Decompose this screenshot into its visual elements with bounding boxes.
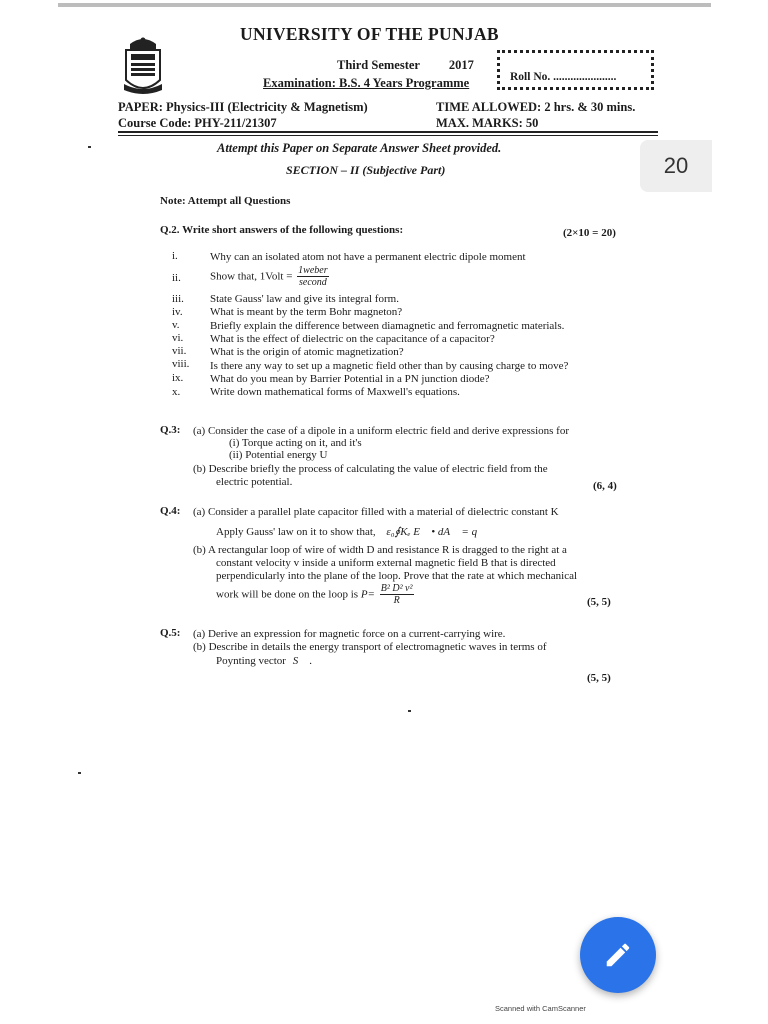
q2-item-num: i. (172, 250, 178, 262)
q5-part-a: (a) Derive an expression for magnetic force on a current-carrying wire. (193, 628, 506, 640)
q4-part-b: (b) A rectangular loop of wire of width D and resistance R is dragged to the right at a (193, 544, 567, 556)
q2-item-text: What do you mean by Barrier Potential in a PN junction diode? (210, 373, 490, 385)
note: Note: Attempt all Questions (160, 195, 291, 207)
q2-item-num: ii. (172, 272, 181, 284)
q2-item-text: Briefly explain the difference between diamagnetic and ferromagnetic materials. (210, 320, 565, 332)
scan-speck (88, 146, 91, 148)
q5-part-b-cont (216, 655, 312, 667)
q2-item-text: What is meant by the term Bohr magneton? (210, 306, 403, 318)
page-count-badge: 20 (640, 140, 712, 192)
semester-line (337, 58, 474, 73)
q2-item-text: State Gauss' law and give its integral form. (210, 293, 399, 305)
pencil-edit-icon (603, 940, 633, 970)
fraction-denominator: R (393, 595, 400, 606)
q2-item-num: vii. (172, 345, 187, 357)
paper-title: PAPER: Physics-III (Electricity & Magnetism) (118, 100, 368, 114)
fraction-denominator: second (298, 277, 327, 288)
fraction-numerator: 1weber (298, 265, 328, 276)
year: 2017 (448, 58, 474, 72)
max-marks: MAX. MARKS: 50 (436, 116, 539, 130)
roll-number-box (497, 50, 654, 90)
q3-label: Q.3: (160, 424, 181, 436)
volt-fraction (297, 265, 328, 288)
q4-part-a-text: Apply Gauss' law on it to show that, (216, 526, 376, 538)
q2-item-num: viii. (172, 358, 190, 370)
q4-part-b-text: work will be done on the loop is (216, 588, 359, 601)
course-code: Course Code: PHY-211/21307 (118, 116, 277, 130)
q2-item-text: Is there any way to set up a magnetic field other than by causing charge to move? (210, 360, 569, 372)
examination-line: Examination: B.S. 4 Years Programme (263, 76, 470, 90)
q2-item-text (210, 265, 329, 288)
q4-part-b-line4 (216, 583, 414, 606)
q3-part-b: (b) Describe briefly the process of calculating the value of electric field from the (193, 463, 548, 475)
university-title: UNIVERSITY OF THE PUNJAB (240, 24, 499, 44)
q2-item-text: What is the effect of dielectric on the capacitance of a capacitor? (210, 333, 495, 345)
q2-heading: Q.2. Write short answers of the following questions: (160, 224, 404, 236)
q2-item-text: What is the origin of atomic magnetization? (210, 346, 404, 358)
header-rule (118, 131, 658, 133)
q4-marks: (5, 5) (587, 596, 611, 608)
q4-part-b-line3: perpendicularly into the plane of the loop. Prove that the rate at which mechanical (216, 570, 578, 582)
q2-item-num: vi. (172, 332, 184, 344)
scan-speck (78, 772, 81, 774)
power-symbol: P= (360, 588, 375, 601)
scan-speck (408, 710, 411, 712)
q3-marks: (6, 4) (593, 480, 617, 492)
q2-item-num: x. (172, 386, 181, 398)
header-rule-thin (118, 135, 658, 136)
q2-item-num: ix. (172, 372, 184, 384)
university-crest-icon (120, 36, 166, 98)
q4-part-a-cont (216, 525, 477, 538)
q5-part-b-text: Poynting vector (216, 655, 286, 667)
attempt-instruction: Attempt this Paper on Separate Answer Sheet provided. (217, 141, 502, 155)
q2-item-num: iii. (172, 293, 184, 305)
scanner-watermark: Scanned with CamScanner (495, 1004, 586, 1013)
q5-marks: (5, 5) (587, 672, 611, 684)
roll-number-label: Roll No. ...................... (510, 71, 617, 83)
q5-part-b: (b) Describe in details the energy transport of electromagnetic waves in terms of (193, 641, 547, 653)
q5-label: Q.5: (160, 627, 181, 639)
gauss-law-formula: ε₀∮Kₑ E⃗ • dA⃗ = q (386, 526, 478, 538)
q4-label: Q.4: (160, 505, 181, 517)
q4-part-b-line2: constant velocity v inside a uniform external magnetic field B that is directed (216, 557, 556, 569)
q3-part-a-i: (i) Torque acting on it, and it's (229, 437, 362, 449)
section-title: SECTION – II (Subjective Part) (286, 163, 446, 177)
q2-item-num: iv. (172, 306, 183, 318)
poynting-symbol: S⃗ . (292, 655, 313, 667)
q4-part-a: (a) Consider a parallel plate capacitor filled with a material of dielectric constant K (193, 506, 559, 518)
q3-part-a-ii: (ii) Potential energy U (229, 449, 328, 461)
time-allowed: TIME ALLOWED: 2 hrs. & 30 mins. (436, 100, 636, 114)
q2-item-ii-text: Show that, 1Volt = (210, 270, 293, 283)
q2-item-text: Why can an isolated atom not have a permanent electric dipole moment (210, 251, 526, 263)
q3-part-a: (a) Consider the case of a dipole in a uniform electric field and derive expressions for (193, 425, 569, 437)
semester: Third Semester (337, 58, 420, 72)
fraction-numerator: B² D² v² (380, 583, 413, 594)
power-fraction (380, 583, 414, 606)
q2-item-num: v. (172, 319, 180, 331)
edit-fab-button[interactable] (580, 917, 656, 993)
q3-part-b-cont: electric potential. (216, 476, 293, 488)
q2-item-text: Write down mathematical forms of Maxwell's equations. (210, 386, 460, 398)
q2-marks: (2×10 = 20) (563, 227, 616, 239)
